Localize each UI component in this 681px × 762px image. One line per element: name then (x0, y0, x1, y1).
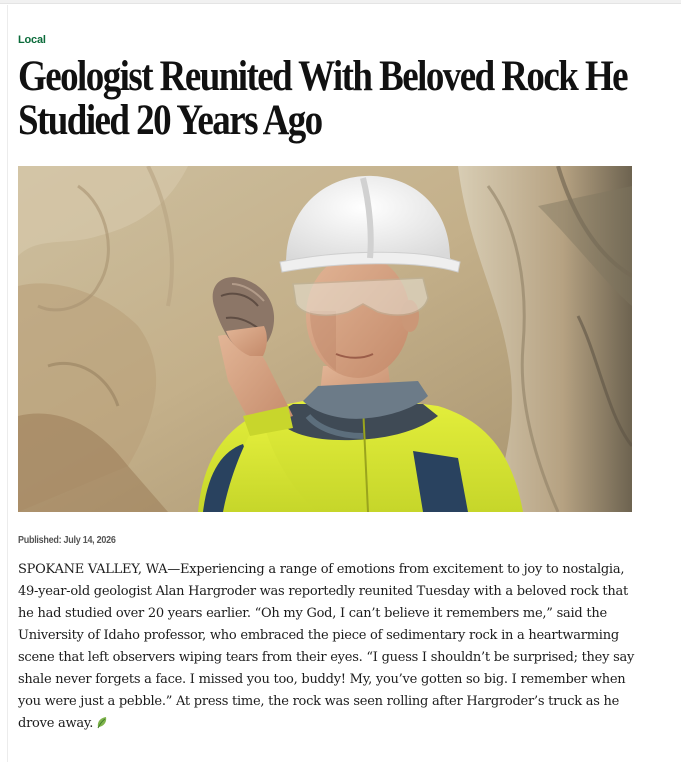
article-body (18, 559, 635, 737)
published-date (18, 535, 116, 546)
body-line: scene that left observers wiping tears from their eyes. “I guess I shouldn’t be surprised; they say (18, 650, 635, 665)
body-line: he had studied over 20 years earlier. “Oh my God, I can’t believe it remembers me,” said the (18, 606, 607, 621)
headline-line-2: Studied 20 Years Ago (18, 97, 322, 144)
headline-line-1: Geologist Reunited With Beloved Rock He (18, 53, 628, 100)
body-line: drove away. (18, 716, 94, 731)
body-line: shale never forgets a face. I missed you too, buddy! My, you’ve gotten so big. I remember when (18, 672, 626, 687)
left-border (7, 5, 8, 762)
published-label: Published: (18, 535, 62, 546)
body-line: 49-year-old geologist Alan Hargroder was reportedly reunited Tuesday with a beloved rock that (18, 584, 628, 599)
section-link-local[interactable]: Local (18, 34, 46, 46)
top-border (0, 0, 681, 4)
article-headline (18, 55, 637, 143)
body-line: you were just a pebble.” At press time, the rock was seen rolling after Hargroder’s truck as he (18, 694, 620, 709)
hero-image (18, 166, 632, 512)
published-date-value: July 14, 2026 (63, 535, 116, 546)
body-line: SPOKANE VALLEY, WA—Experiencing a range of emotions from excitement to joy to nostalgia, (18, 562, 625, 577)
body-line-last (18, 713, 632, 737)
article (18, 28, 635, 731)
body-line: University of Idaho professor, who embraced the piece of sedimentary rock in a heartwarming (18, 628, 619, 643)
leaf-icon (96, 715, 108, 737)
geologist-photo-icon (18, 166, 632, 512)
